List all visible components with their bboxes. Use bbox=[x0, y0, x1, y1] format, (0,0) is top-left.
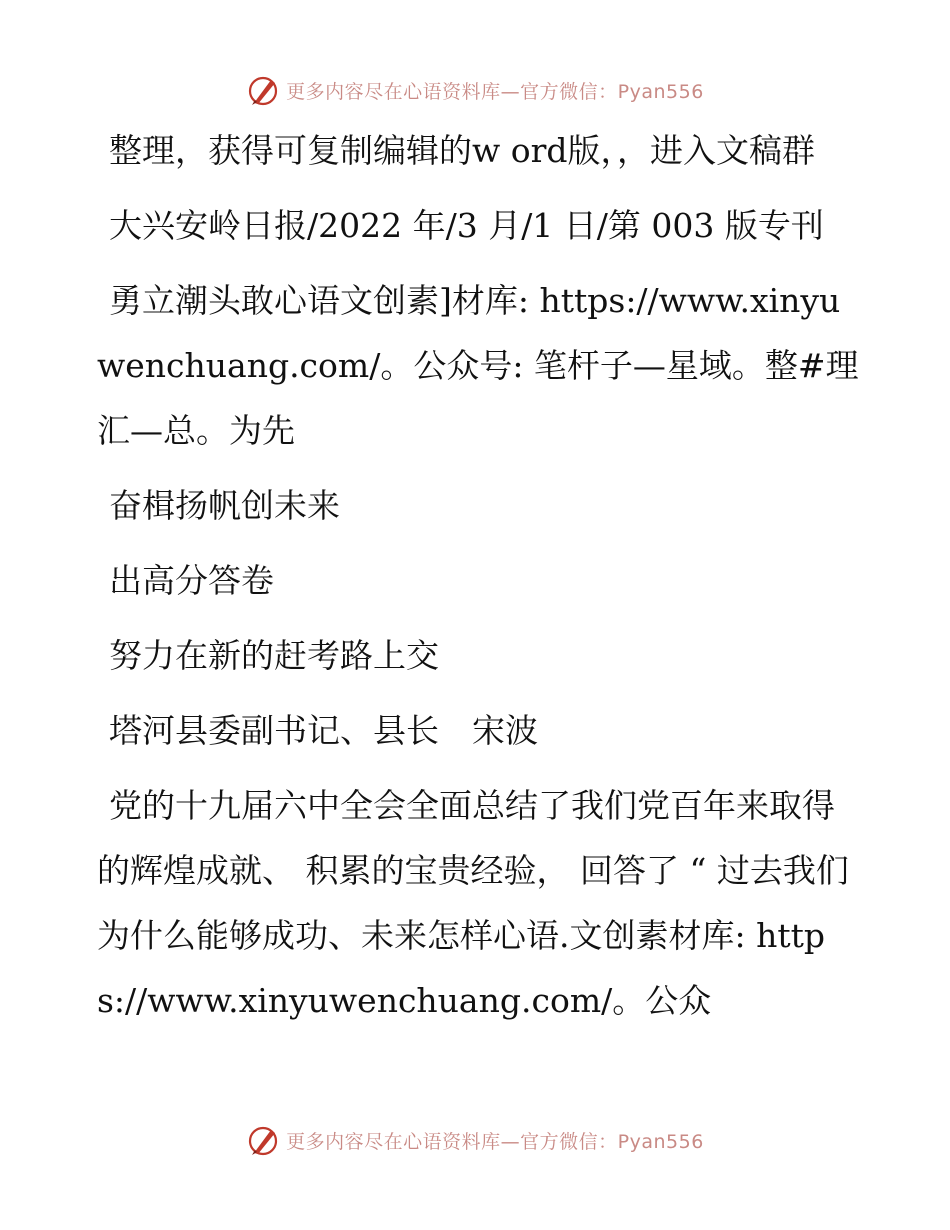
paragraph-heading-2: 出高分答卷 bbox=[109, 561, 274, 600]
paragraph-heading-3: 努力在新的赶考路上交 bbox=[109, 636, 439, 675]
paragraph-title-line: 勇立潮头敢心语文创素]材库: https://www.xinyuwenchuang.com/。公众号: 笔杆子—星域。整#理汇—总。为先 bbox=[97, 281, 859, 450]
paragraph-body: 党的十九届六中全会全面总结了我们党百年来取得的辉煌成就、 积累的宝贵经验， 回答了 “ 过去我们为什么能够成功、未来怎样心语.文创素材库: https://www.xinyuwenchuang.com/。公众 bbox=[97, 786, 849, 1020]
header-watermark bbox=[0, 70, 950, 110]
footer-watermark bbox=[0, 1120, 950, 1160]
watermark-text: 更多内容尽在心语资料库—官方微信：Pyan556 bbox=[286, 80, 704, 103]
paragraph-author: 塔河县委副书记、县长 宋波 bbox=[109, 711, 538, 750]
document-body bbox=[97, 118, 867, 1043]
pen-logo-icon bbox=[246, 1123, 280, 1157]
watermark-text: 更多内容尽在心语资料库—官方微信：Pyan556 bbox=[286, 1130, 704, 1153]
paragraph-heading-1: 奋楫扬帆创未来 bbox=[109, 486, 340, 525]
pen-logo-icon bbox=[246, 73, 280, 107]
paragraph-intro: 整理，获得可复制编辑的w ord版，，进入文稿群 bbox=[109, 131, 816, 170]
paragraph-source: 大兴安岭日报/2022 年/3 月/1 日/第 003 版专刊 bbox=[109, 206, 824, 245]
